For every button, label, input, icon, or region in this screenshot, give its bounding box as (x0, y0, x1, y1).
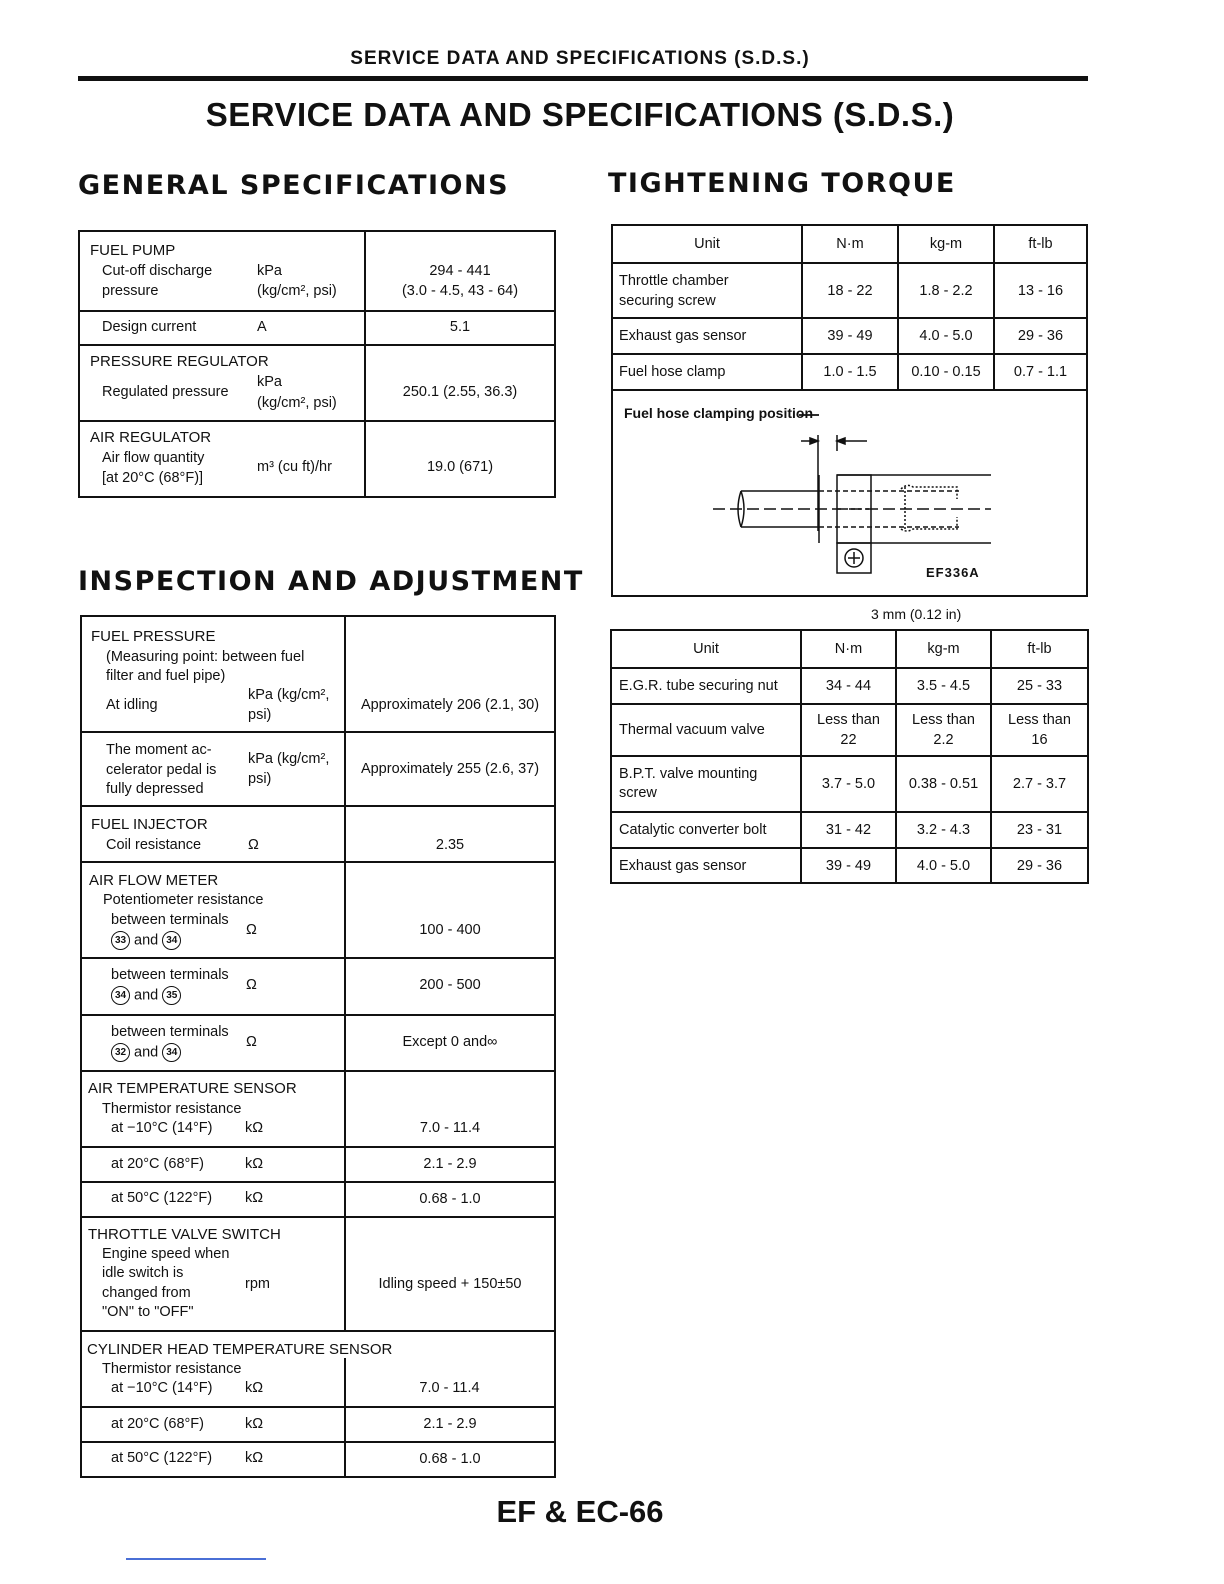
figure-code: EF336A (926, 565, 980, 580)
moment-unit-2: psi) (248, 771, 272, 787)
fuel-pump-cell (79, 231, 365, 311)
moment-value: Approximately 255 (2.6, 37) (360, 761, 540, 777)
fuel-pressure-label: FUEL PRESSURE (91, 628, 216, 645)
design-current-unit: A (257, 319, 267, 335)
ats-row-3-cell (81, 1182, 345, 1217)
terminal-34: 34 (162, 1043, 181, 1062)
t2-kgm: 3.2 - 4.3 (896, 812, 991, 848)
measuring-point-2: filter and fuel pipe) (106, 668, 226, 684)
at-idling-label: At idling (106, 697, 158, 713)
idle-value-cell (345, 616, 555, 732)
t1-row-exhaust-gas-sensor: Exhaust gas sensor (612, 318, 802, 354)
t1-head-ftlb: ft-lb (994, 225, 1087, 263)
chts-unit-3: kΩ (245, 1450, 264, 1466)
t2-ftlb: 25 - 33 (991, 668, 1088, 704)
coil-value-cell (345, 806, 555, 862)
pressure-regulator-cell (79, 345, 365, 421)
t2-head-nm: N·m (801, 630, 896, 668)
air-regulator-cell (79, 421, 365, 497)
cutoff-unit: kPa (257, 263, 282, 279)
cutoff-value-2: (3.0 - 4.5, 43 - 64) (401, 283, 519, 299)
clamp-figure-title: Fuel hose clamping position (624, 405, 814, 421)
t2-head-ftlb: ft-lb (991, 630, 1088, 668)
terminal-34: 34 (111, 986, 130, 1005)
terminal-pair: 33 and 34 (111, 931, 181, 950)
page-title: SERVICE DATA AND SPECIFICATIONS (S.D.S.) (205, 96, 955, 133)
tvs-desc-3: changed from (102, 1285, 191, 1301)
t1-head-unit: Unit (612, 225, 802, 263)
ats-row-2-cell (81, 1147, 345, 1182)
air-flow-value: 19.0 (671) (426, 459, 494, 475)
afm-row-3-cell (81, 1015, 345, 1071)
t1-nm: 1.0 - 1.5 (802, 354, 898, 390)
fuel-pump-label: FUEL PUMP (90, 242, 176, 259)
tvs-desc-2: idle switch is (102, 1265, 184, 1281)
t2-ftlb: 23 - 31 (991, 812, 1088, 848)
design-current-cell (79, 311, 365, 345)
ats-value-2-cell (345, 1147, 555, 1182)
chts-value-2: 2.1 - 2.9 (423, 1416, 477, 1432)
decorative-line (126, 1558, 266, 1560)
clamp-figure-cell (612, 390, 1087, 622)
t1-head-nm: N·m (802, 225, 898, 263)
air-regulator-label: AIR REGULATOR (90, 429, 212, 446)
terminal-35: 35 (162, 986, 181, 1005)
tvs-value-cell (345, 1217, 555, 1331)
t1-nm: 39 - 49 (802, 318, 898, 354)
chts-value-1-cell (345, 1331, 555, 1407)
afm-unit: Ω (246, 922, 257, 938)
fuel-pressure-unit-2: psi) (248, 707, 272, 723)
ats-cell (81, 1071, 345, 1147)
afm-unit-2: Ω (246, 977, 257, 993)
terminal-pair-2: 34 and 35 (111, 986, 181, 1005)
t2-nm: 39 - 49 (801, 848, 896, 883)
afm-value-2-cell (345, 958, 555, 1015)
chts-cell (81, 1331, 393, 1407)
between-terminals-2: between terminals (111, 967, 229, 983)
idle-value: Approximately 206 (2.1, 30) (360, 697, 540, 713)
chts-row-3-cell (81, 1442, 345, 1477)
cutoff-unit-2: (kg/cm², psi) (257, 283, 337, 299)
moment-label: The moment ac- (106, 742, 212, 758)
chts-label: CYLINDER HEAD TEMPERATURE SENSOR (87, 1341, 393, 1358)
t1-kgm: 4.0 - 5.0 (898, 318, 994, 354)
fuel-pressure-cell (81, 616, 345, 732)
header-rule (78, 76, 1088, 81)
chts-temp-20: at 20°C (68°F) (111, 1416, 204, 1432)
t2-ftlb: 29 - 36 (991, 848, 1088, 883)
t2-row-thermal-vacuum-valve: Thermal vacuum valve (611, 704, 801, 756)
tvs-unit: rpm (245, 1276, 270, 1292)
tvs-desc-4: "ON" to "OFF" (102, 1304, 194, 1320)
t1-ftlb: 13 - 16 (994, 263, 1087, 318)
chts-value-2-cell (345, 1407, 555, 1442)
t1-kgm: 1.8 - 2.2 (898, 263, 994, 318)
t1-row-fuel-hose-clamp: Fuel hose clamp (612, 354, 802, 390)
cutoff-value: 294 - 441 (429, 263, 491, 279)
air-flow-meter-cell (81, 862, 345, 958)
ats-value-2: 2.1 - 2.9 (423, 1156, 477, 1172)
afm-value: 100 - 400 (419, 922, 481, 938)
chts-value-3: 0.68 - 1.0 (419, 1451, 481, 1467)
inspection-adjustment-heading: INSPECTION AND ADJUSTMENT (78, 566, 584, 597)
t2-kgm: Less than 2.2 (896, 704, 991, 756)
running-head: SERVICE DATA AND SPECIFICATIONS (S.D.S.) (350, 48, 810, 69)
design-current-value: 5.1 (449, 319, 471, 335)
t1-head-kgm: kg-m (898, 225, 994, 263)
ats-temp-20: at 20°C (68°F) (111, 1156, 204, 1172)
ats-value-3-cell (345, 1182, 555, 1217)
t1-nm: 18 - 22 (802, 263, 898, 318)
t2-kgm: 3.5 - 4.5 (896, 668, 991, 704)
t2-ftlb: 2.7 - 3.7 (991, 756, 1088, 812)
between-terminals-3: between terminals (111, 1024, 229, 1040)
chts-temp-50: at 50°C (122°F) (111, 1450, 213, 1466)
cutoff-value-cell (365, 231, 555, 311)
chts-value-3-cell (345, 1442, 555, 1477)
air-flow-label: Air flow quantity (102, 450, 205, 466)
regulated-value: 250.1 (2.55, 36.3) (402, 384, 518, 400)
regulated-pressure-label: Regulated pressure (102, 384, 229, 400)
afm-unit-3: Ω (246, 1034, 257, 1050)
terminal-33: 33 (111, 931, 130, 950)
chts-unit-1: kΩ (245, 1380, 264, 1396)
air-flow-meter-label: AIR FLOW METER (89, 872, 219, 889)
t2-row-catalytic-converter: Catalytic converter bolt (611, 812, 801, 848)
ats-unit-2: kΩ (245, 1156, 264, 1172)
regulated-unit: kPa (257, 374, 282, 390)
moment-label-2: celerator pedal is (106, 762, 217, 778)
t2-nm: 31 - 42 (801, 812, 896, 848)
t1-ftlb: 29 - 36 (994, 318, 1087, 354)
t1-row-throttle-chamber: Throttle chamber securing screw (612, 263, 802, 318)
general-specifications-table (78, 230, 556, 498)
tvs-desc-1: Engine speed when (102, 1246, 230, 1262)
t2-head-kgm: kg-m (896, 630, 991, 668)
terminal-34: 34 (162, 931, 181, 950)
t2-kgm: 4.0 - 5.0 (896, 848, 991, 883)
regulated-value-cell (365, 345, 555, 421)
moment-unit: kPa (kg/cm², (248, 751, 330, 767)
moment-label-3: fully depressed (106, 781, 204, 797)
ats-unit-1: kΩ (245, 1120, 264, 1136)
chts-temp-m10: at −10°C (14°F) (111, 1380, 213, 1396)
t2-row-egr-tube: E.G.R. tube securing nut (611, 668, 801, 704)
ats-temp-50: at 50°C (122°F) (111, 1190, 213, 1206)
fuel-injector-label: FUEL INJECTOR (91, 816, 208, 833)
fuel-pressure-unit: kPa (kg/cm², (248, 687, 330, 703)
pressure-regulator-label: PRESSURE REGULATOR (90, 353, 269, 370)
afm-row-2-cell (81, 958, 345, 1015)
tvs-cell (81, 1217, 345, 1331)
fuel-hose-clamp-diagram (613, 391, 1086, 597)
regulated-unit-2: (kg/cm², psi) (257, 395, 337, 411)
air-flow-value-cell (365, 421, 555, 497)
measuring-point: (Measuring point: between fuel (106, 649, 305, 665)
design-current-label: Design current (102, 319, 197, 335)
ats-value-1-cell (345, 1071, 555, 1147)
moment-cell (81, 732, 345, 806)
clamp-dimension: 3 mm (0.12 in) (871, 606, 962, 622)
chts-value-1: 7.0 - 11.4 (419, 1380, 480, 1396)
air-flow-label-2: [at 20°C (68°F)] (102, 470, 204, 486)
t1-kgm: 0.10 - 0.15 (898, 354, 994, 390)
page-number: EF & EC-66 (496, 1494, 664, 1529)
t2-head-unit: Unit (611, 630, 801, 668)
coil-value: 2.35 (435, 837, 465, 853)
ats-thermistor: Thermistor resistance (102, 1101, 242, 1117)
terminal-32: 32 (111, 1043, 130, 1062)
ats-unit-3: kΩ (245, 1190, 264, 1206)
fuel-injector-cell (81, 806, 345, 862)
tightening-torque-heading: TIGHTENING TORQUE (608, 168, 956, 199)
between-terminals: between terminals (111, 912, 229, 928)
coil-unit: Ω (248, 837, 259, 853)
design-current-value-cell (365, 311, 555, 345)
t2-kgm: 0.38 - 0.51 (896, 756, 991, 812)
tvs-value: Idling speed + 150±50 (378, 1276, 522, 1292)
potentiometer-label: Potentiometer resistance (103, 892, 264, 908)
terminal-pair-3: 32 and 34 (111, 1043, 181, 1062)
ats-label: AIR TEMPERATURE SENSOR (88, 1080, 297, 1097)
afm-value-3: Except 0 and∞ (402, 1034, 498, 1050)
t2-row-exhaust-gas-sensor: Exhaust gas sensor (611, 848, 801, 883)
chts-unit-2: kΩ (245, 1416, 264, 1432)
afm-value-cell (345, 862, 555, 958)
inspection-table (80, 615, 556, 1478)
ats-temp-m10: at −10°C (14°F) (111, 1120, 213, 1136)
chts-row-2-cell (81, 1407, 345, 1442)
coil-resistance-label: Coil resistance (106, 837, 202, 853)
torque-table-1 (611, 224, 1088, 622)
chts-thermistor: Thermistor resistance (102, 1361, 242, 1377)
ats-value-3: 0.68 - 1.0 (419, 1191, 481, 1207)
cutoff-label-2: pressure (102, 283, 159, 299)
ats-value-1: 7.0 - 11.4 (419, 1120, 481, 1136)
moment-value-cell (345, 732, 555, 806)
general-specifications-heading: GENERAL SPECIFICATIONS (78, 170, 510, 201)
t2-nm: 34 - 44 (801, 668, 896, 704)
torque-table-2 (610, 629, 1089, 884)
cutoff-label: Cut-off discharge (102, 263, 213, 279)
tvs-label: THROTTLE VALVE SWITCH (88, 1226, 281, 1243)
afm-value-3-cell (345, 1015, 555, 1071)
air-flow-unit: m³ (cu ft)/hr (257, 459, 332, 475)
t2-ftlb: Less than 16 (991, 704, 1088, 756)
t2-nm: 3.7 - 5.0 (801, 756, 896, 812)
t2-row-bpt-valve: B.P.T. valve mounting screw (611, 756, 801, 812)
t2-nm: Less than 22 (801, 704, 896, 756)
t1-ftlb: 0.7 - 1.1 (994, 354, 1087, 390)
afm-value-2: 200 - 500 (419, 977, 481, 993)
